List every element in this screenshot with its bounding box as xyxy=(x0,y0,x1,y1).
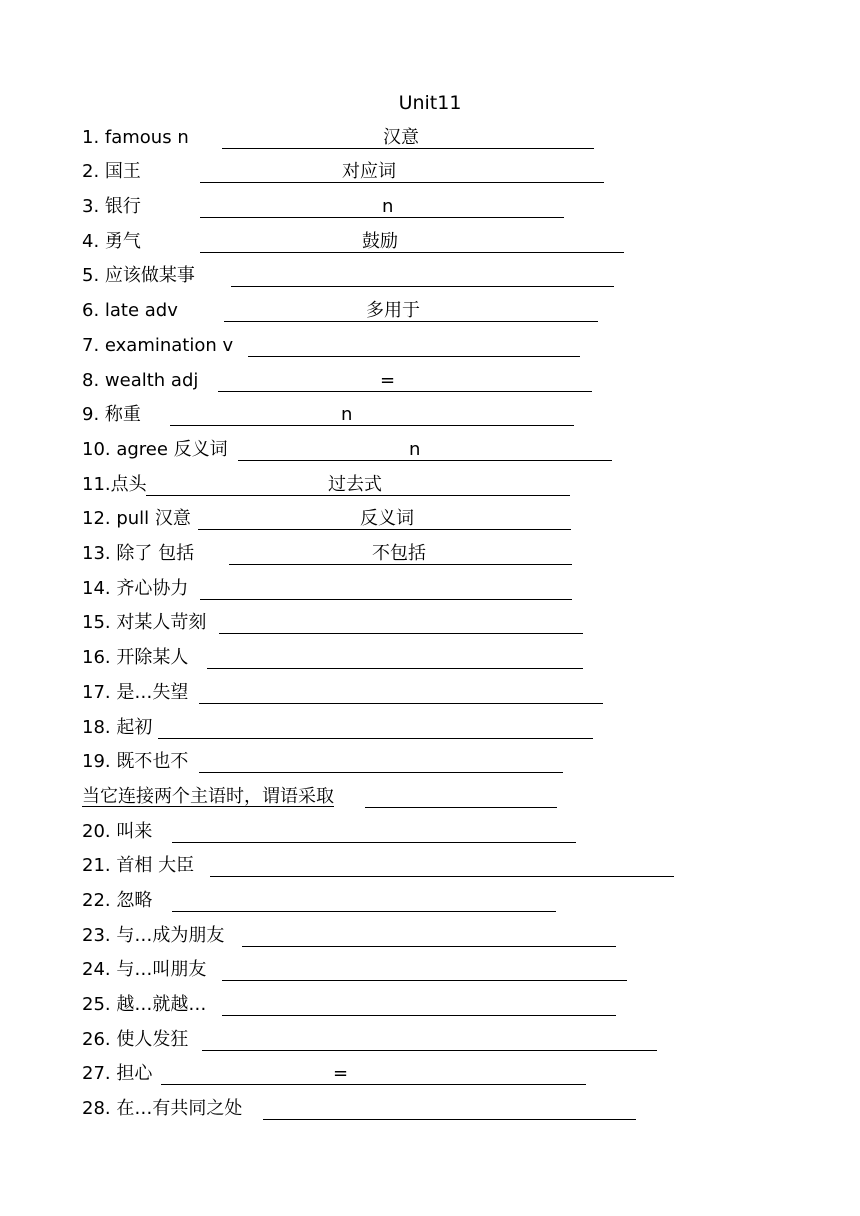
blank-hint: 对应词 xyxy=(342,161,396,182)
blank-hint: n xyxy=(409,439,421,460)
answer-blank[interactable] xyxy=(202,1028,657,1051)
worksheet-item xyxy=(82,852,194,880)
worksheet-item xyxy=(82,436,228,464)
answer-blank[interactable] xyxy=(200,160,604,183)
answer-blank[interactable] xyxy=(199,681,603,704)
item-prompt: 21. 首相 大臣 xyxy=(82,855,195,876)
item-prompt: 19. 既不也不 xyxy=(82,751,189,772)
blank-hint: 鼓励 xyxy=(362,231,398,252)
worksheet-item xyxy=(82,332,233,360)
item-prompt: 7. examination v xyxy=(82,335,234,356)
item-prompt: 4. 勇气 xyxy=(82,231,141,252)
item-prompt: 1. famous n xyxy=(82,127,189,148)
worksheet-item xyxy=(82,540,194,568)
item-prompt: 8. wealth adj xyxy=(82,370,199,391)
worksheet-item xyxy=(82,1060,152,1088)
item-prompt: 14. 齐心协力 xyxy=(82,578,189,599)
worksheet-item xyxy=(82,262,195,290)
worksheet-item xyxy=(82,124,189,152)
blank-hint: 反义词 xyxy=(360,508,414,529)
item-prompt: 11.点头 xyxy=(82,474,147,495)
worksheet-item xyxy=(82,401,141,429)
answer-blank[interactable] xyxy=(161,1062,586,1085)
answer-blank[interactable] xyxy=(158,716,593,739)
item-prompt: 12. pull 汉意 xyxy=(82,508,191,529)
answer-blank[interactable] xyxy=(263,1097,636,1120)
item-prompt: 16. 开除某人 xyxy=(82,647,189,668)
worksheet-item xyxy=(82,367,198,395)
item-prompt: 26. 使人发狂 xyxy=(82,1029,189,1050)
answer-blank[interactable] xyxy=(238,438,612,461)
worksheet-item xyxy=(82,1095,242,1123)
item-prompt: 24. 与…叫朋友 xyxy=(82,959,207,980)
worksheet-item xyxy=(82,887,152,915)
answer-blank[interactable] xyxy=(200,577,572,600)
answer-blank[interactable] xyxy=(200,230,624,253)
blank-hint: 不包括 xyxy=(372,543,426,564)
item-prompt: 18. 起初 xyxy=(82,717,153,738)
answer-blank[interactable] xyxy=(172,820,576,843)
answer-blank[interactable] xyxy=(219,611,583,634)
worksheet-item xyxy=(82,818,152,846)
worksheet-item xyxy=(82,193,141,221)
item-prompt: 10. agree 反义词 xyxy=(82,439,228,460)
item-prompt: 9. 称重 xyxy=(82,404,141,425)
answer-blank[interactable] xyxy=(365,785,557,808)
item-prompt: 3. 银行 xyxy=(82,196,141,217)
answer-blank[interactable] xyxy=(210,854,674,877)
item-prompt: 5. 应该做某事 xyxy=(82,265,195,286)
worksheet-item xyxy=(82,991,206,1019)
item-prompt: 25. 越…就越… xyxy=(82,994,207,1015)
worksheet-item xyxy=(82,228,141,256)
worksheet-item xyxy=(82,609,206,637)
blank-hint: 多用于 xyxy=(366,300,420,321)
item-prompt: 15. 对某人苛刻 xyxy=(82,612,207,633)
worksheet-item xyxy=(82,783,334,811)
answer-blank[interactable] xyxy=(222,958,627,981)
worksheet-item xyxy=(82,922,224,950)
answer-blank[interactable] xyxy=(231,264,614,287)
worksheet-item xyxy=(82,644,188,672)
worksheet-item xyxy=(82,748,188,776)
item-prompt: 23. 与…成为朋友 xyxy=(82,925,225,946)
answer-blank[interactable] xyxy=(242,924,616,947)
worksheet-item xyxy=(82,714,152,742)
item-prompt: 当它连接两个主语时，谓语采取 xyxy=(82,786,334,807)
item-prompt: 2. 国王 xyxy=(82,161,141,182)
blank-hint: = xyxy=(380,370,396,391)
item-prompt: 22. 忽略 xyxy=(82,890,153,911)
worksheet-item xyxy=(82,679,188,707)
blank-hint: = xyxy=(333,1063,349,1084)
page-title: Unit11 xyxy=(398,92,462,114)
worksheet-item xyxy=(82,158,141,186)
answer-blank[interactable] xyxy=(170,403,574,426)
answer-blank[interactable] xyxy=(199,750,563,773)
item-prompt: 17. 是…失望 xyxy=(82,682,189,703)
item-prompt: 28. 在…有共同之处 xyxy=(82,1098,243,1119)
worksheet-item xyxy=(82,1026,188,1054)
item-prompt: 13. 除了 包括 xyxy=(82,543,195,564)
worksheet-item xyxy=(82,297,178,325)
item-prompt: 20. 叫来 xyxy=(82,821,153,842)
blank-hint: n xyxy=(382,196,394,217)
blank-hint: n xyxy=(341,404,353,425)
worksheet-item xyxy=(82,575,188,603)
answer-blank[interactable] xyxy=(222,993,616,1016)
worksheet-item xyxy=(82,956,206,984)
item-prompt: 6. late adv xyxy=(82,300,178,321)
worksheet-item xyxy=(82,471,147,499)
answer-blank[interactable] xyxy=(248,334,580,357)
blank-hint: 汉意 xyxy=(383,127,419,148)
answer-blank[interactable] xyxy=(207,646,583,669)
blank-hint: 过去式 xyxy=(328,474,382,495)
item-prompt: 27. 担心 xyxy=(82,1063,153,1084)
answer-blank[interactable] xyxy=(218,369,592,392)
answer-blank[interactable] xyxy=(172,889,556,912)
worksheet-item xyxy=(82,505,191,533)
